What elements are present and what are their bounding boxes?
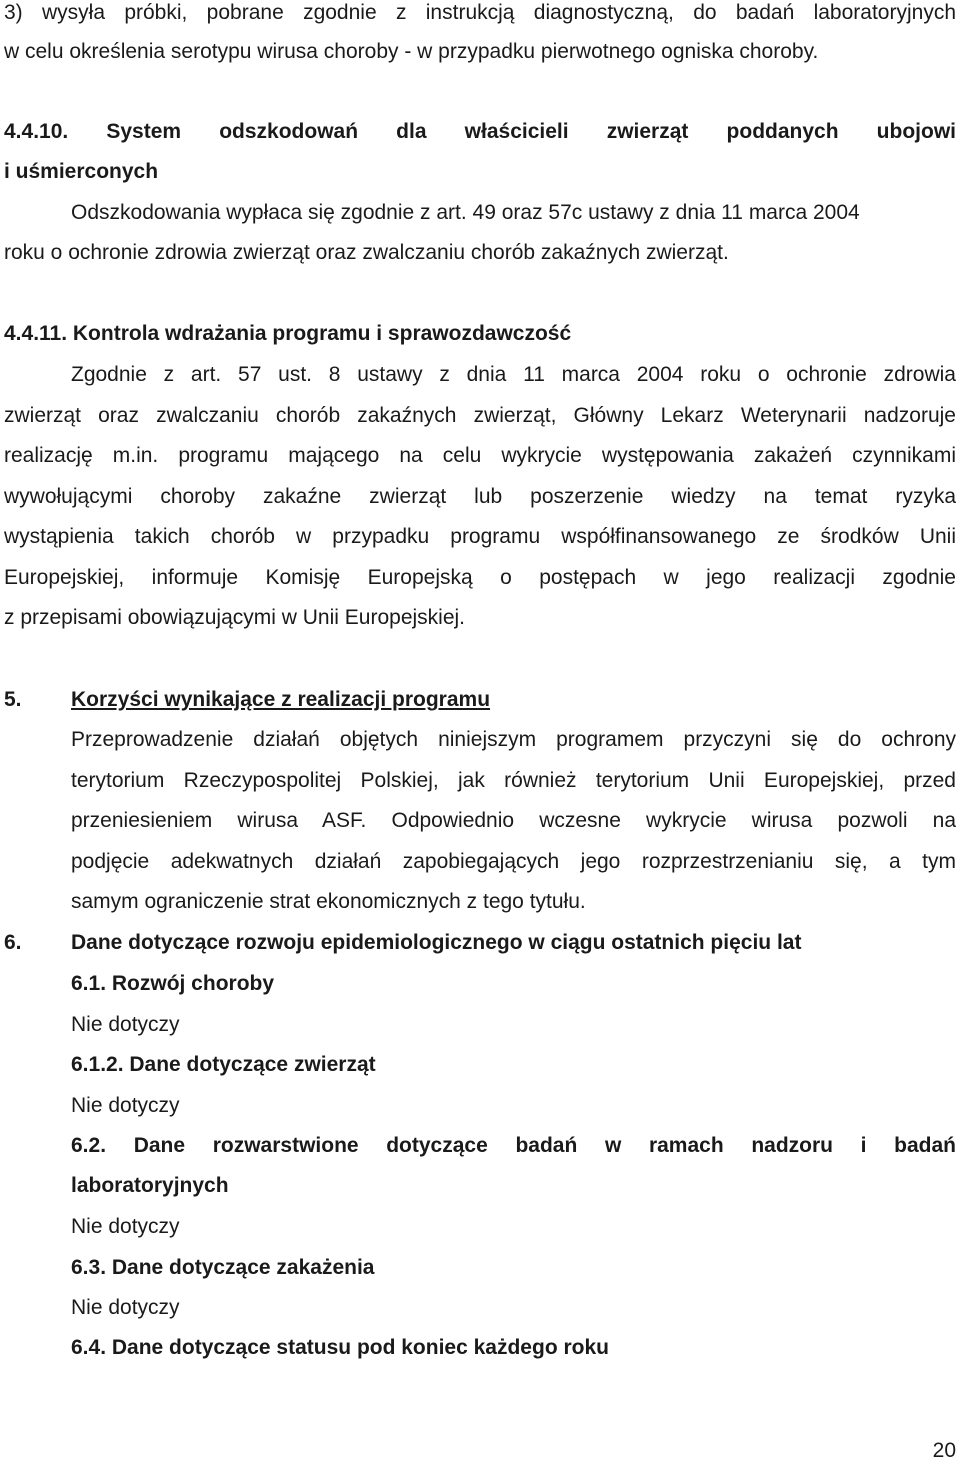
- paragraph-line: terytorium Rzeczypospolitej Polskiej, jak również terytorium Unii Europejskiej, przed: [71, 769, 956, 792]
- subsection-heading-6-4: 6.4. Dane dotyczące statusu pod koniec każdego roku: [71, 1336, 609, 1359]
- section-heading-5: Korzyści wynikające z realizacji programu: [71, 688, 491, 711]
- paragraph-line: z przepisami obowiązującymi w Unii Europejskiej.: [4, 606, 466, 629]
- paragraph-line: 3) wysyła próbki, pobrane zgodnie z instrukcją diagnostyczną, do badań laboratoryjnych: [4, 1, 956, 24]
- section-heading-6: Dane dotyczące rozwoju epidemiologicznego w ciągu ostatnich pięciu lat: [71, 931, 802, 954]
- paragraph-line: przeniesieniem wirusa ASF. Odpowiednio wczesne wykrycie wirusa pozwoli na: [71, 809, 956, 832]
- section-heading-4-4-10-cont: i uśmierconych: [4, 160, 159, 183]
- section-heading-4-4-11: 4.4.11. Kontrola wdrażania programu i sprawozdawczość: [4, 322, 572, 345]
- subsection-body: Nie dotyczy: [71, 1013, 180, 1036]
- subsection-body: Nie dotyczy: [71, 1215, 180, 1238]
- paragraph-line: Przeprowadzenie działań objętych niniejszym programem przyczyni się do ochrony: [71, 728, 956, 751]
- subsection-body: Nie dotyczy: [71, 1094, 180, 1117]
- subsection-heading-6-1-2: 6.1.2. Dane dotyczące zwierząt: [71, 1053, 376, 1076]
- subsection-heading-6-1: 6.1. Rozwój choroby: [71, 972, 275, 995]
- subsection-body: Nie dotyczy: [71, 1296, 180, 1319]
- paragraph-line: wywołującymi choroby zakaźne zwierząt lub poszerzenie wiedzy na temat ryzyka: [4, 485, 956, 508]
- paragraph-line: w celu określenia serotypu wirusa choroby - w przypadku pierwotnego ogniska choroby.: [4, 40, 819, 63]
- paragraph-line: Odszkodowania wypłaca się zgodnie z art. 49 oraz 57c ustawy z dnia 11 marca 2004: [71, 201, 860, 224]
- paragraph-line: wystąpienia takich chorób w przypadku programu współfinansowanego ze środków Unii: [4, 525, 956, 548]
- paragraph-line: Zgodnie z art. 57 ust. 8 ustawy z dnia 11 marca 2004 roku o ochronie zdrowia: [71, 363, 956, 386]
- subsection-heading-6-2-cont: laboratoryjnych: [71, 1174, 229, 1197]
- section-heading-4-4-10: 4.4.10. System odszkodowań dla właścicieli zwierząt poddanych ubojowi: [4, 120, 956, 143]
- section-number-6: 6.: [4, 931, 22, 954]
- paragraph-line: roku o ochronie zdrowia zwierząt oraz zwalczaniu chorób zakaźnych zwierząt.: [4, 241, 729, 264]
- paragraph-line: podjęcie adekwatnych działań zapobiegających jego rozprzestrzenianiu się, a tym: [71, 850, 956, 873]
- section-number-5: 5.: [4, 688, 22, 711]
- paragraph-line: realizację m.in. programu mającego na celu wykrycie występowania zakażeń czynnikami: [4, 444, 956, 467]
- paragraph-line: zwierząt oraz zwalczaniu chorób zakaźnych zwierząt, Główny Lekarz Weterynarii nadzoruje: [4, 404, 956, 427]
- page-number: 20: [932, 1439, 956, 1462]
- paragraph-line: Europejskiej, informuje Komisję Europejską o postępach w jego realizacji zgodnie: [4, 566, 956, 589]
- subsection-heading-6-3: 6.3. Dane dotyczące zakażenia: [71, 1256, 375, 1279]
- subsection-heading-6-2: 6.2. Dane rozwarstwione dotyczące badań w ramach nadzoru i badań: [71, 1134, 956, 1157]
- paragraph-line: samym ograniczenie strat ekonomicznych z tego tytułu.: [71, 890, 586, 913]
